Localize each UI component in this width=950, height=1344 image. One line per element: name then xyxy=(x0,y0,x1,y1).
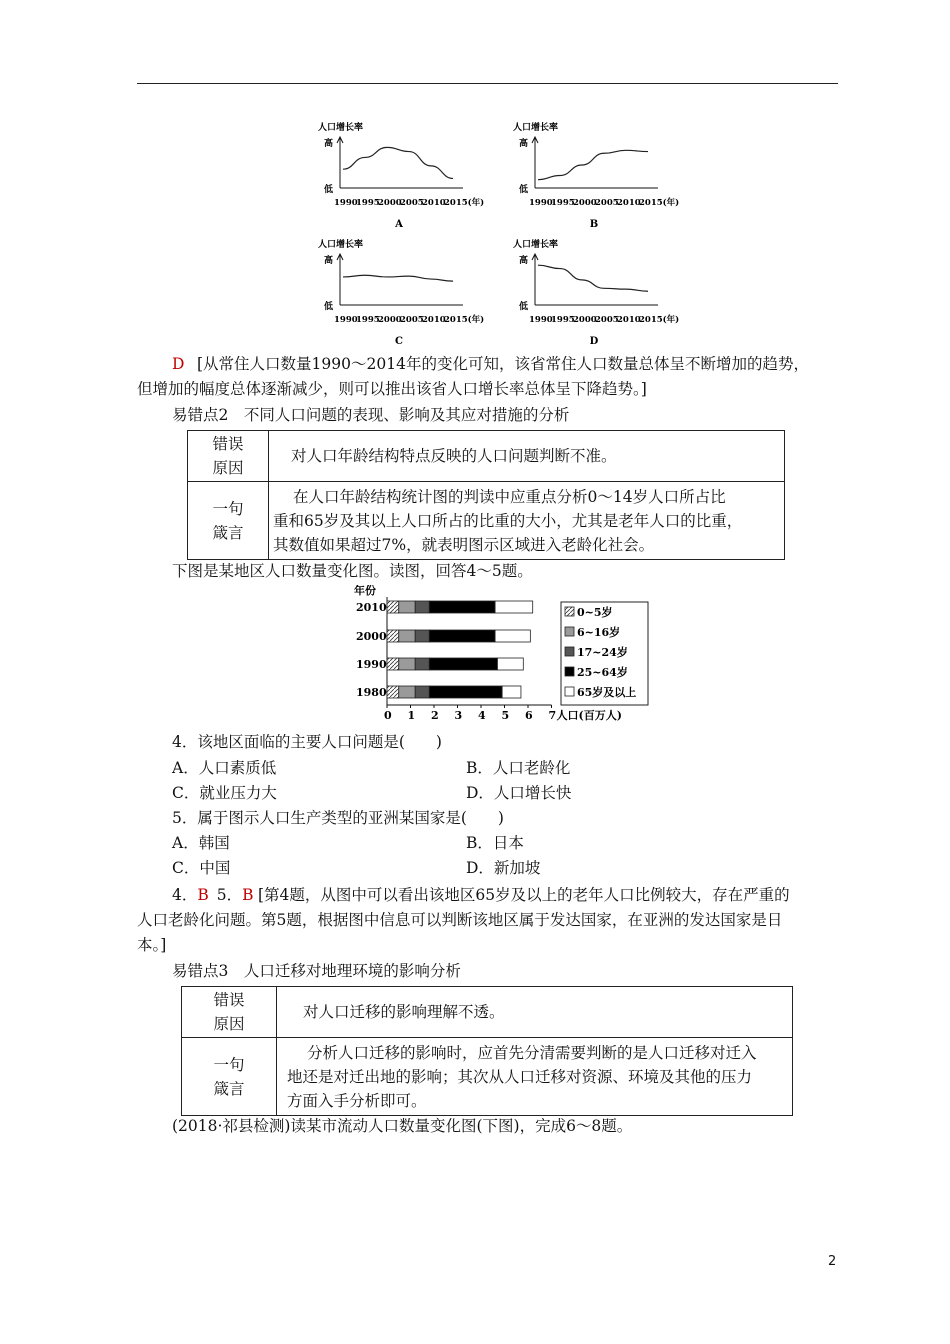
series-line-B xyxy=(538,150,648,179)
legend-swatch xyxy=(565,687,574,696)
y-tick-low: 低 xyxy=(519,185,529,195)
chart-ylabel: 人口增长率 xyxy=(318,123,364,133)
line-chart-B xyxy=(513,121,679,230)
category-label: 2000 xyxy=(356,630,387,643)
series-line-C xyxy=(343,275,453,281)
legend-swatch xyxy=(565,627,574,636)
category-label: 1990 xyxy=(356,658,387,671)
legend-label: 0~5岁 xyxy=(577,606,613,619)
line-chart-A xyxy=(318,121,484,230)
series-line-D xyxy=(538,265,648,291)
point2-row1-text: 对人口年龄结构特点反映的人口问题判断不准。 xyxy=(269,431,785,482)
bar-segment xyxy=(399,601,415,613)
x-tick-label: 2005 xyxy=(400,198,424,208)
answer-1-line1: [从常住人口数量1990～2014年的变化可知，该省常住人口数量总体呈不断增加的趋势， xyxy=(197,355,809,373)
point3-table xyxy=(181,986,793,1116)
x-tick-label: 2005 xyxy=(595,315,619,325)
category-label: 1980 xyxy=(356,686,387,699)
point2-heading: 易错点2 不同人口问题的表现、影响及其应对措施的分析 xyxy=(172,406,570,424)
answer-4-5-line1: [第4题，从图中可以看出该地区65岁及以上的老年人口比例较大，存在严重的 xyxy=(258,886,790,904)
answer-1-line2: 但增加的幅度总体逐渐减少，则可以推出该省人口增长率总体呈下降趋势。] xyxy=(137,380,647,398)
q5-stem: 5．属于图示人口生产类型的亚洲某国家是( ) xyxy=(172,809,504,827)
x-tick-label: 2010 xyxy=(422,315,446,325)
x-tick-label: 1 xyxy=(407,709,416,722)
x-tick-label: 1995 xyxy=(551,198,575,208)
x-tick-label: 1990 xyxy=(529,198,553,208)
x-tick-label: 1990 xyxy=(529,315,553,325)
bar-segment xyxy=(399,686,415,698)
bar-segment xyxy=(415,630,429,642)
bar-segment xyxy=(495,601,533,613)
q5-option-d[interactable]: D．新加坡 xyxy=(466,859,541,877)
legend-label: 65岁及以上 xyxy=(577,686,637,699)
q5-option-c[interactable]: C．中国 xyxy=(172,859,231,877)
intro-6-8: (2018·祁县检测)读某市流动人口数量变化图(下图)，完成6～8题。 xyxy=(172,1117,633,1135)
answer-4-5-line3: 本。] xyxy=(137,936,167,954)
bar-chart-ylabel: 年份 xyxy=(354,585,376,597)
x-tick-label: 2000 xyxy=(378,198,402,208)
q4-option-c[interactable]: C．就业压力大 xyxy=(172,784,277,802)
answer-4-5-line2: 人口老龄化问题。第5题，根据图中信息可以判断该地区属于发达国家，在亚洲的发达国家是日 xyxy=(137,911,783,929)
bar-chart-xlabel: 人口(百万人) xyxy=(556,709,622,722)
panel-label-A: A xyxy=(395,219,403,230)
point3-row1-label: 错误 原因 xyxy=(182,987,277,1038)
x-tick-label: 7 xyxy=(548,709,557,722)
bar-segment xyxy=(387,601,399,613)
x-tick-label: 2015(年) xyxy=(444,198,485,208)
legend-label: 25~64岁 xyxy=(577,666,628,679)
line-chart-D xyxy=(513,238,679,347)
legend-swatch xyxy=(565,647,574,656)
x-tick-label: 4 xyxy=(478,709,486,722)
chart-ylabel: 人口增长率 xyxy=(513,240,559,250)
x-tick-label: 2000 xyxy=(573,198,597,208)
bar-segment xyxy=(387,630,399,642)
y-tick-high: 高 xyxy=(324,256,334,266)
x-tick-label: 2010 xyxy=(617,198,641,208)
bar-segment xyxy=(429,686,502,698)
category-label: 2010 xyxy=(356,601,387,614)
x-tick-label: 2015(年) xyxy=(639,315,680,325)
point2-row2-text: 在人口年龄结构统计图的判读中应重点分析0～14岁人口所占比 重和65岁及其以上人口所占的比重的大小，尤其是老年人口的比重， 其数值如果超过7%，就表明图示区域进入老龄化社会。 xyxy=(269,482,785,560)
q4-option-a[interactable]: A．人口素质低 xyxy=(172,759,277,777)
panel-label-B: B xyxy=(589,219,599,230)
bar-segment xyxy=(387,686,399,698)
y-tick-high: 高 xyxy=(519,139,529,149)
y-tick-high: 高 xyxy=(324,139,334,149)
intro-4-5: 下图是某地区人口数量变化图。读图，回答4～5题。 xyxy=(172,562,533,580)
bar-segment xyxy=(387,658,399,670)
x-tick-label: 2000 xyxy=(378,315,402,325)
panel-label-C: C xyxy=(395,336,403,347)
point3-row2-text: 分析人口迁移的影响时，应首先分清需要判断的是人口迁移对迁入 地还是对迁出地的影响；其次从人口迁移对资源、环境及其他的压力 方面入手分析即可。 xyxy=(277,1038,793,1116)
growth-rate-charts xyxy=(310,118,700,350)
point2-table xyxy=(187,430,785,560)
x-tick-label: 3 xyxy=(454,709,463,722)
legend-swatch xyxy=(565,607,574,616)
x-tick-label: 1990 xyxy=(334,198,358,208)
legend-swatch xyxy=(565,667,574,676)
line-chart-C xyxy=(318,238,484,347)
y-tick-low: 低 xyxy=(324,185,334,195)
x-tick-label: 1995 xyxy=(356,198,380,208)
population-bar-chart xyxy=(350,585,660,725)
point2-row2-label: 一句 箴言 xyxy=(188,482,269,560)
x-tick-label: 1990 xyxy=(334,315,358,325)
answer-key-1: D xyxy=(172,355,185,373)
x-tick-label: 1995 xyxy=(356,315,380,325)
x-tick-label: 2 xyxy=(431,709,439,722)
x-tick-label: 2015(年) xyxy=(639,198,680,208)
x-tick-label: 5 xyxy=(501,709,510,722)
x-tick-label: 2010 xyxy=(617,315,641,325)
x-tick-label: 2005 xyxy=(400,315,424,325)
q4-stem: 4．该地区面临的主要人口问题是( ) xyxy=(172,733,442,751)
bar-segment xyxy=(415,686,429,698)
q5-option-a[interactable]: A．韩国 xyxy=(172,834,230,852)
point2-row1-label: 错误 原因 xyxy=(188,431,269,482)
bar-segment xyxy=(429,658,497,670)
legend-label: 17~24岁 xyxy=(577,646,628,659)
bar-segment xyxy=(502,686,521,698)
point3-row1-text: 对人口迁移的影响理解不透。 xyxy=(277,987,793,1038)
x-tick-label: 6 xyxy=(525,709,533,722)
bar-segment xyxy=(399,658,415,670)
bar-segment xyxy=(415,601,429,613)
q5-option-b[interactable]: B．日本 xyxy=(466,834,524,852)
bar-segment xyxy=(495,630,530,642)
x-tick-label: 2005 xyxy=(595,198,619,208)
legend-label: 6~16岁 xyxy=(577,626,621,639)
y-tick-low: 低 xyxy=(324,302,334,312)
series-line-A xyxy=(343,147,453,178)
y-tick-high: 高 xyxy=(519,256,529,266)
q4-option-b[interactable]: B．人口老龄化 xyxy=(466,759,571,777)
chart-ylabel: 人口增长率 xyxy=(513,123,559,133)
page-number: 2 xyxy=(828,1254,837,1269)
x-tick-label: 2015(年) xyxy=(444,315,485,325)
y-tick-low: 低 xyxy=(519,302,529,312)
chart-ylabel: 人口增长率 xyxy=(318,240,364,250)
x-tick-label: 0 xyxy=(384,709,392,722)
x-tick-label: 2000 xyxy=(573,315,597,325)
bar-segment xyxy=(497,658,523,670)
bar-segment xyxy=(399,630,415,642)
bar-segment xyxy=(415,658,429,670)
x-tick-label: 2010 xyxy=(422,198,446,208)
bar-segment xyxy=(429,601,495,613)
point3-heading: 易错点3 人口迁移对地理环境的影响分析 xyxy=(172,962,461,980)
q4-option-d[interactable]: D．人口增长快 xyxy=(466,784,572,802)
header-rule xyxy=(137,83,838,84)
bar-segment xyxy=(429,630,495,642)
point3-row2-label: 一句 箴言 xyxy=(182,1038,277,1116)
x-tick-label: 1995 xyxy=(551,315,575,325)
panel-label-D: D xyxy=(589,336,599,347)
answer-4-5-keys: 4．B 5．B xyxy=(172,886,254,904)
